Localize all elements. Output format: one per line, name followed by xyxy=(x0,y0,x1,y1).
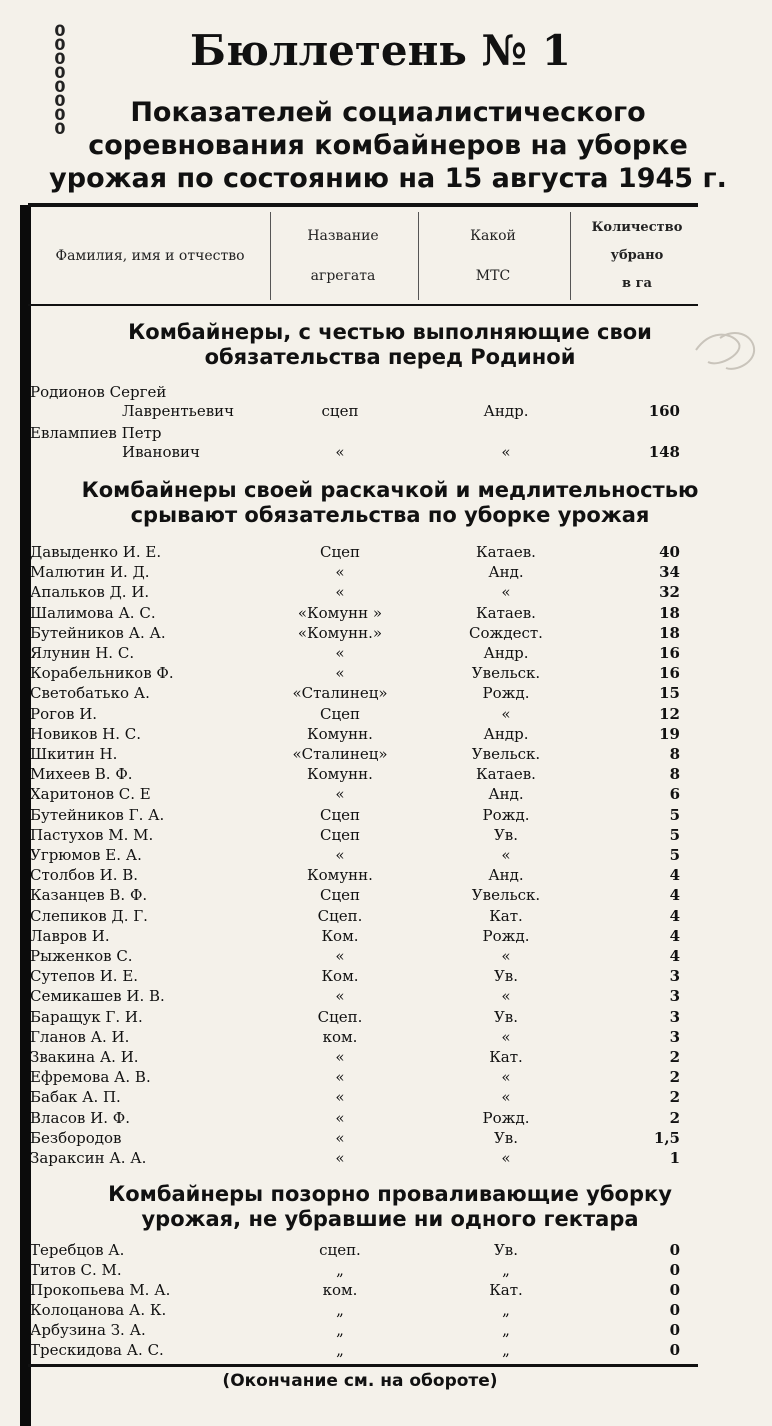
row-aggregate: «Комунн.» xyxy=(297,623,383,642)
row-aggregate: „ xyxy=(336,1301,344,1319)
table-row xyxy=(0,704,772,725)
row-amount: 4 xyxy=(669,866,680,885)
row-amount: 3 xyxy=(669,1007,680,1026)
row-amount: 5 xyxy=(669,846,680,864)
row-mts: Увельск. xyxy=(471,886,541,905)
row-amount: 34 xyxy=(659,563,680,582)
table-row xyxy=(0,603,772,624)
row-aggregate: „ xyxy=(336,1321,344,1339)
subtitle-line-2: соревнования комбайнеров на уборке xyxy=(88,130,688,161)
table-row xyxy=(0,623,772,644)
row-aggregate: „ xyxy=(336,1341,344,1359)
row-aggregate: сцеп. xyxy=(319,1241,361,1259)
row-aggregate: «Сталинец» xyxy=(292,684,388,703)
row-mts: „ xyxy=(502,1261,510,1279)
table-row xyxy=(0,906,772,927)
row-mts: « xyxy=(501,1088,511,1107)
subtitle-line-3: урожая по состоянию на 15 августа 1945 г. xyxy=(49,163,727,194)
row-aggregate: Сцеп xyxy=(320,704,360,723)
table-row xyxy=(0,542,772,563)
row-mts: „ xyxy=(502,1321,510,1339)
column-header-mts-line-2: МТС xyxy=(475,267,511,284)
row-name: Арбузина З. А. xyxy=(30,1321,146,1339)
section-honor-title xyxy=(60,320,720,370)
row-amount: 12 xyxy=(659,704,680,723)
column-header-aggregate xyxy=(272,208,414,303)
row-amount: 4 xyxy=(669,926,680,945)
table-row xyxy=(0,885,772,906)
row-name: Бутейников А. А. xyxy=(30,623,166,642)
row-aggregate: „ xyxy=(336,1261,344,1279)
row-aggregate: Сцеп xyxy=(320,886,360,905)
row-mts: Анд. xyxy=(488,563,524,582)
row-mts: „ xyxy=(502,1341,510,1359)
column-header-amount-line-2: убрано xyxy=(610,247,664,263)
row-aggregate: ком. xyxy=(322,1027,358,1046)
row-aggregate: Ком. xyxy=(321,926,359,945)
row-amount: 160 xyxy=(648,402,680,420)
row-mts: Ув. xyxy=(493,825,519,844)
row-name: Рогов И. xyxy=(30,704,98,723)
row-mts: Ув. xyxy=(493,1007,519,1026)
row-name: Ефремова А. В. xyxy=(30,1068,151,1087)
row-amount: 18 xyxy=(659,603,680,622)
bulletin-title: Бюллетень № 1 xyxy=(190,26,572,75)
row-name: Зараксин А. А. xyxy=(30,1149,147,1167)
row-name: Шкитин Н. xyxy=(30,745,118,763)
row-mts: « xyxy=(501,987,511,1006)
table-row xyxy=(0,1300,772,1321)
row-name: Бутейников Г. А. xyxy=(30,805,165,824)
row-mts: « xyxy=(501,846,511,864)
table-row xyxy=(0,744,772,765)
table-row xyxy=(0,1007,772,1028)
table-row xyxy=(0,1128,772,1149)
row-name: Корабельников Ф. xyxy=(30,664,174,683)
section-honor-title-line-1: Комбайнеры, с честью выполняющие свои xyxy=(128,320,652,344)
row-mts: « xyxy=(501,1027,511,1046)
row-name: Трескидова А. С. xyxy=(30,1341,164,1359)
column-header-amount-line-1: Количество xyxy=(591,219,683,235)
row-amount: 3 xyxy=(669,1027,680,1046)
row-aggregate: «Комунн » xyxy=(297,603,383,622)
row-amount: 2 xyxy=(669,1108,680,1127)
row-amount: 1,5 xyxy=(653,1128,680,1147)
row-name: Безбородов xyxy=(30,1128,122,1147)
row-amount: 0 xyxy=(669,1241,680,1259)
table-row xyxy=(0,986,772,1007)
column-header-aggregate-line-2: агрегата xyxy=(310,267,376,284)
row-aggregate: ком. xyxy=(322,1281,358,1299)
row-mts: Андр. xyxy=(483,724,529,743)
row-name: Новиков Н. С. xyxy=(30,724,142,743)
row-mts: Кат. xyxy=(489,1048,523,1066)
row-amount: 5 xyxy=(669,825,680,844)
row-name: Колоцанова А. К. xyxy=(30,1301,167,1319)
table-row xyxy=(0,683,772,704)
row-amount: 3 xyxy=(669,987,680,1006)
row-name: Рыженков С. xyxy=(30,947,133,965)
row-mts: « xyxy=(501,443,511,461)
row-amount: 8 xyxy=(669,745,680,763)
row-name: Теребцов А. xyxy=(30,1241,125,1259)
row-amount: 8 xyxy=(669,765,680,784)
table-row xyxy=(0,724,772,745)
column-divider xyxy=(418,212,419,300)
row-name: Харитонов С. Е xyxy=(30,785,151,804)
row-aggregate: « xyxy=(335,664,345,683)
section-failing-title-line-2: урожая, не убравшие ни одного гектара xyxy=(141,1207,639,1231)
section-failing-title xyxy=(60,1182,720,1232)
row-mts: « xyxy=(501,1149,511,1167)
row-aggregate: « xyxy=(335,1128,345,1147)
row-aggregate: « xyxy=(335,583,345,602)
table-row xyxy=(0,1027,772,1048)
table-row xyxy=(0,805,772,826)
row-name: Родионов Сергей xyxy=(30,383,167,401)
table-row xyxy=(0,825,772,846)
row-amount: 0 xyxy=(669,1301,680,1319)
table-row xyxy=(0,1240,772,1261)
row-name: Гланов А. И. xyxy=(30,1027,130,1046)
column-header-name xyxy=(32,208,268,303)
table-row xyxy=(0,1108,772,1129)
row-amount: 4 xyxy=(669,906,680,925)
row-aggregate: « xyxy=(335,644,345,662)
table-row xyxy=(0,1067,772,1088)
row-mts: « xyxy=(501,947,511,965)
row-mts: „ xyxy=(502,1301,510,1319)
pencil-mark-scribble xyxy=(690,320,760,380)
row-aggregate: Сцеп. xyxy=(317,1007,363,1026)
row-aggregate: « xyxy=(335,947,345,965)
row-mts: Увельск. xyxy=(471,664,541,683)
row-name: Давыденко И. Е. xyxy=(30,543,162,561)
row-name: Малютин И. Д. xyxy=(30,563,150,582)
row-amount: 148 xyxy=(648,443,680,461)
header-bottom-rule xyxy=(28,304,698,306)
section-honor-title-line-2: обязательства перед Родиной xyxy=(204,345,576,369)
row-aggregate: « xyxy=(335,563,345,582)
row-name: Шалимова А. С. xyxy=(30,603,156,622)
row-aggregate: « xyxy=(335,846,345,864)
column-divider xyxy=(270,212,271,300)
section-failing-title-line-1: Комбайнеры позорно проваливающие уборку xyxy=(108,1182,672,1206)
row-amount: 16 xyxy=(659,644,680,662)
row-amount: 15 xyxy=(659,684,680,703)
row-name: Столбов И. В. xyxy=(30,866,139,885)
row-aggregate: Сцеп xyxy=(320,543,360,561)
table-row xyxy=(0,1340,772,1361)
row-aggregate: Ком. xyxy=(321,967,359,986)
row-mts: Андр. xyxy=(483,402,529,420)
row-name: Угрюмов Е. А. xyxy=(30,846,142,864)
row-aggregate: « xyxy=(335,1088,345,1107)
row-name: Лавров И. xyxy=(30,926,110,945)
row-amount: 40 xyxy=(659,543,680,561)
row-name: Апальков Д. И. xyxy=(30,583,150,602)
row-amount: 5 xyxy=(669,805,680,824)
row-mts: Рожд. xyxy=(482,1108,530,1127)
table-row xyxy=(0,1148,772,1169)
row-amount: 2 xyxy=(669,1068,680,1087)
column-header-amount-line-3: в га xyxy=(622,275,652,291)
row-mts: Увельск. xyxy=(471,745,541,763)
table-row xyxy=(0,401,772,422)
table-row xyxy=(0,1260,772,1281)
row-mts: Анд. xyxy=(488,866,524,885)
row-amount: 6 xyxy=(669,785,680,804)
row-name: Евлампиев Петр xyxy=(30,424,162,442)
row-amount: 0 xyxy=(669,1281,680,1299)
table-row xyxy=(0,946,772,967)
column-header-name-text: Фамилия, имя и отчество xyxy=(55,247,245,264)
row-amount: 16 xyxy=(659,664,680,683)
row-name: Пастухов М. М. xyxy=(30,825,154,844)
column-header-mts-line-1: Какой xyxy=(470,227,516,244)
row-mts: Ув. xyxy=(493,1128,519,1147)
row-name: Семикашев И. В. xyxy=(30,987,165,1006)
table-row xyxy=(0,1280,772,1301)
row-name-continued: Иванович xyxy=(122,443,200,461)
table-row xyxy=(0,845,772,866)
row-mts: Катаев. xyxy=(476,543,536,561)
section-slow-title-line-2: срывают обязательства по уборке урожая xyxy=(130,503,650,527)
row-mts: « xyxy=(501,583,511,602)
row-mts: Андр. xyxy=(483,644,529,662)
row-aggregate: сцеп xyxy=(321,402,359,420)
row-mts: Рожд. xyxy=(482,684,530,703)
row-amount: 19 xyxy=(659,724,680,743)
row-amount: 0 xyxy=(669,1341,680,1359)
bulletin-subtitle xyxy=(28,96,748,195)
table-row xyxy=(0,1320,772,1341)
row-name-continued: Лаврентьевич xyxy=(122,402,235,420)
section-slow-title-line-1: Комбайнеры своей раскачкой и медлительностью xyxy=(81,478,699,502)
row-amount: 0 xyxy=(669,1321,680,1339)
table-row xyxy=(0,442,772,463)
table-row xyxy=(0,663,772,684)
row-aggregate: « xyxy=(335,785,345,804)
row-name: Власов И. Ф. xyxy=(30,1108,130,1127)
row-mts: Кат. xyxy=(489,1281,523,1299)
table-row xyxy=(0,1047,772,1068)
footer-rule xyxy=(28,1364,698,1367)
row-amount: 32 xyxy=(659,583,680,602)
table-row xyxy=(0,764,772,785)
footer-note: (Окончание см. на обороте) xyxy=(222,1371,498,1391)
row-mts: « xyxy=(501,1068,511,1087)
row-aggregate: Сцеп. xyxy=(317,906,363,925)
row-name: Титов С. М. xyxy=(30,1261,122,1279)
row-amount: 4 xyxy=(669,947,680,965)
row-aggregate: « xyxy=(335,1048,345,1066)
subtitle-line-1: Показателей социалистического xyxy=(130,97,646,128)
table-row xyxy=(0,1087,772,1108)
row-name: Казанцев В. Ф. xyxy=(30,886,148,905)
row-mts: Ув. xyxy=(493,967,519,986)
column-header-amount xyxy=(572,208,702,303)
row-name: Бабак А. П. xyxy=(30,1088,121,1107)
row-aggregate: Комунн. xyxy=(307,866,373,885)
row-aggregate: Комунн. xyxy=(307,724,373,743)
row-name: Слепиков Д. Г. xyxy=(30,906,148,925)
column-divider xyxy=(570,212,571,300)
column-header-mts xyxy=(420,208,566,303)
row-mts: Кат. xyxy=(489,906,523,925)
table-row xyxy=(0,926,772,947)
row-mts: Рожд. xyxy=(482,926,530,945)
row-mts: Сождест. xyxy=(469,623,543,642)
row-name: Звакина А. И. xyxy=(30,1048,139,1066)
row-mts: Катаев. xyxy=(476,765,536,784)
row-mts: Рожд. xyxy=(482,805,530,824)
table-row xyxy=(0,382,772,403)
row-name: Сутепов И. Е. xyxy=(30,967,139,986)
row-mts: Анд. xyxy=(488,785,524,804)
row-name: Баращук Г. И. xyxy=(30,1007,143,1026)
row-mts: Катаев. xyxy=(476,603,536,622)
row-aggregate: « xyxy=(335,1108,345,1127)
table-row xyxy=(0,784,772,805)
row-name: Прокопьева М. А. xyxy=(30,1281,171,1299)
table-row xyxy=(0,865,772,886)
row-amount: 2 xyxy=(669,1048,680,1066)
row-aggregate: Сцеп xyxy=(320,825,360,844)
table-row xyxy=(0,966,772,987)
row-aggregate: «Сталинец» xyxy=(292,745,388,763)
row-aggregate: « xyxy=(335,987,345,1006)
header-top-rule xyxy=(28,203,698,207)
row-amount: 3 xyxy=(669,967,680,986)
row-mts: Ув. xyxy=(493,1241,519,1259)
row-name: Ялунин Н. С. xyxy=(30,644,135,662)
row-aggregate: « xyxy=(335,443,345,461)
row-aggregate: Комунн. xyxy=(307,765,373,784)
row-name: Михеев В. Ф. xyxy=(30,765,133,784)
column-header-aggregate-line-1: Название xyxy=(307,227,379,244)
row-amount: 18 xyxy=(659,623,680,642)
table-row xyxy=(0,423,772,444)
section-slow-title xyxy=(60,478,720,528)
row-amount: 0 xyxy=(669,1261,680,1279)
margin-rings: 0 0 0 0 0 0 0 0 xyxy=(54,21,66,138)
row-aggregate: Сцеп xyxy=(320,805,360,824)
row-aggregate: « xyxy=(335,1149,345,1167)
row-mts: « xyxy=(501,704,511,723)
row-amount: 4 xyxy=(669,886,680,905)
table-row xyxy=(0,582,772,603)
table-row xyxy=(0,562,772,583)
row-amount: 1 xyxy=(669,1149,680,1167)
row-name: Светобатько А. xyxy=(30,684,150,703)
row-aggregate: « xyxy=(335,1068,345,1087)
table-row xyxy=(0,643,772,664)
row-amount: 2 xyxy=(669,1088,680,1107)
